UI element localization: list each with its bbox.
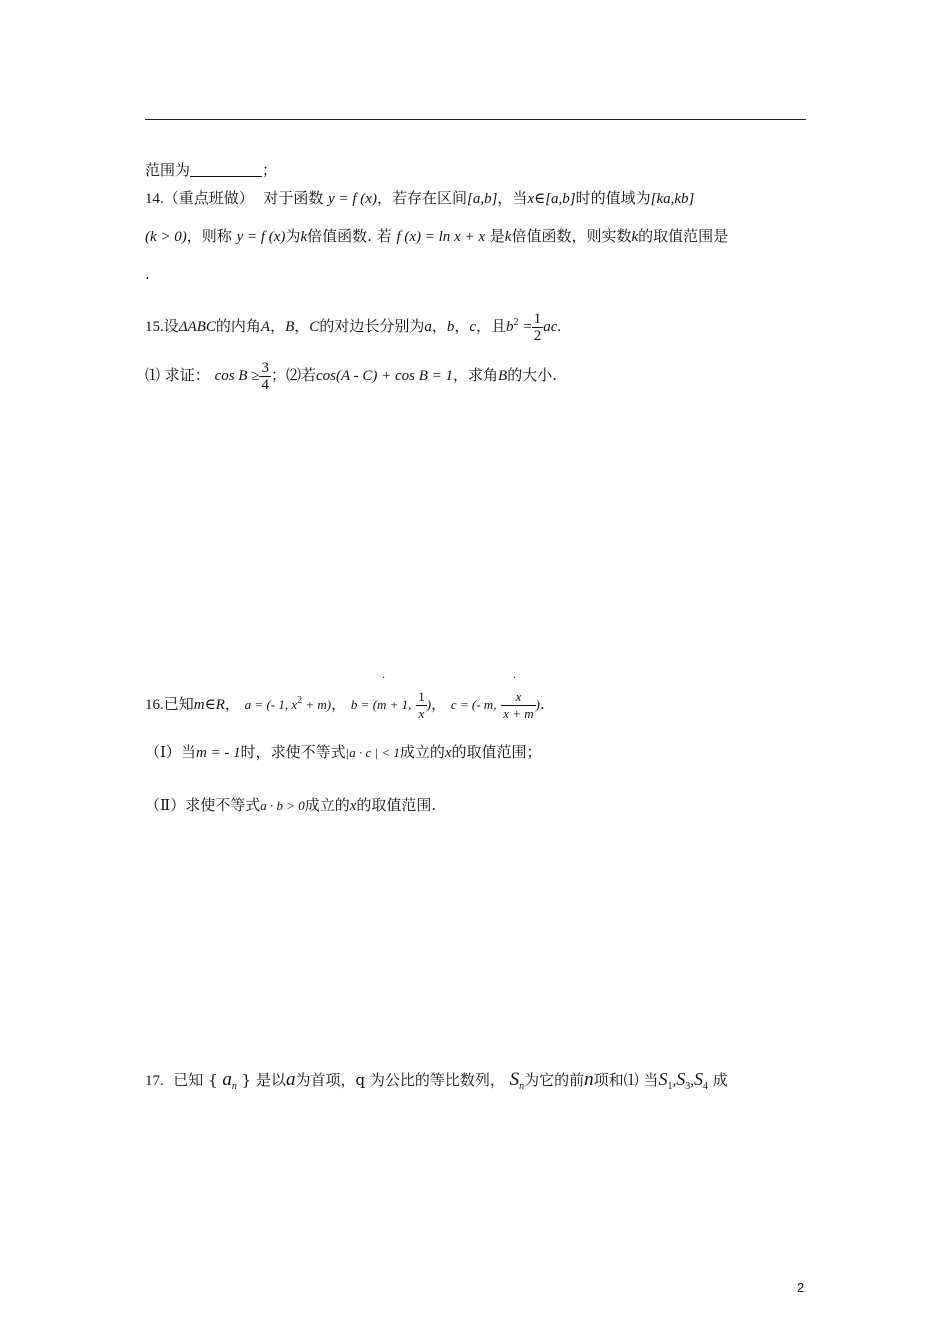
q14-formula: y = f (x) bbox=[328, 191, 377, 207]
q17-sub: 3 bbox=[685, 1081, 691, 1092]
q17-number: 17. bbox=[145, 1073, 164, 1089]
q16-text: 成立的 bbox=[304, 796, 350, 814]
vector-b: b = (m + 1, bbox=[350, 697, 412, 712]
q16-sup: 2 bbox=[297, 695, 303, 706]
page-number: 2 bbox=[797, 1280, 805, 1295]
fraction-denominator: 2 bbox=[533, 327, 542, 344]
q15-text: 的内角 bbox=[215, 317, 261, 335]
q14-text: 为 bbox=[285, 227, 301, 245]
q13-end: ； bbox=[262, 161, 278, 179]
q15-line2 bbox=[145, 357, 557, 394]
q16-text: 成立的 bbox=[399, 743, 445, 761]
q15-number: 15. bbox=[145, 319, 164, 335]
q17-var: S bbox=[658, 1069, 668, 1089]
q16-text: 已知 bbox=[163, 695, 194, 713]
answer-blank bbox=[190, 162, 262, 177]
q15-formula: b bbox=[506, 319, 514, 335]
q15-formula: cos(A - C) + cos B = 1 bbox=[315, 368, 453, 384]
q14-formula: (k > 0) bbox=[145, 229, 187, 245]
q16-formula: a · b > 0 bbox=[260, 798, 305, 813]
fraction-denominator: x bbox=[416, 705, 427, 722]
q15-formula: B bbox=[498, 368, 508, 384]
q15-sep: ， bbox=[294, 317, 310, 335]
q15-eq: = bbox=[523, 319, 532, 335]
q16-var: x bbox=[349, 798, 357, 814]
q13-tail bbox=[145, 160, 277, 180]
q16-part2 bbox=[145, 795, 436, 816]
fraction-denominator: 4 bbox=[261, 376, 269, 393]
q16-part1 bbox=[145, 742, 542, 763]
q15-var: A bbox=[260, 319, 271, 335]
q15-text: ，且 bbox=[476, 317, 507, 335]
q17-sep: , bbox=[672, 1073, 677, 1089]
q17-sub: 1 bbox=[667, 1081, 673, 1092]
q17-var: a bbox=[222, 1069, 232, 1090]
q14-text: 倍值函数. 若 bbox=[307, 227, 392, 245]
q15-var: b bbox=[446, 319, 455, 335]
q14-text: 是 bbox=[489, 227, 505, 245]
vector-dot-marker: · bbox=[382, 673, 386, 684]
q15-text: 的对边长分别为 bbox=[319, 317, 425, 335]
q16-formula: m∈R bbox=[193, 697, 225, 713]
q15-text: ；⑵若 bbox=[270, 366, 316, 384]
q15-var: a bbox=[424, 319, 432, 335]
q15-sep: ， bbox=[270, 317, 286, 335]
q14-line3 bbox=[145, 264, 150, 284]
q17-var: S bbox=[509, 1069, 520, 1090]
q16-text: 的取值范围. bbox=[356, 796, 437, 814]
q14-text: 时的值域为 bbox=[575, 189, 651, 207]
q14-line1 bbox=[145, 188, 694, 209]
q14-text: 对于函数 bbox=[263, 189, 324, 207]
q14-tag: （重点班做） bbox=[163, 189, 254, 207]
q16-line1 bbox=[145, 683, 545, 723]
q14-number: 14. bbox=[145, 191, 164, 207]
fraction bbox=[501, 689, 535, 722]
q16-formula: |a · c | < 1 bbox=[345, 745, 400, 760]
q16-sep: ， bbox=[224, 695, 240, 713]
q14-formula: [ka,kb] bbox=[650, 191, 695, 207]
q15-text: ⑴ 求证： bbox=[145, 366, 210, 384]
q16-end: . bbox=[540, 695, 545, 713]
q14-formula: k bbox=[504, 229, 512, 245]
q16-sep: ， bbox=[431, 695, 447, 713]
header-rule bbox=[145, 119, 806, 120]
q15-sup: 2 bbox=[513, 317, 519, 328]
q16-var: x bbox=[444, 745, 452, 761]
q17-text: 项和⑴ 当 bbox=[593, 1071, 659, 1089]
q15-text: ，求角 bbox=[453, 366, 499, 384]
q17-text: 成 bbox=[712, 1071, 728, 1089]
q17-sub: n bbox=[519, 1081, 525, 1092]
q17-text: 为首项，q 为公比的等比数列， bbox=[295, 1071, 505, 1089]
q15-text: 设 bbox=[163, 317, 179, 335]
q14-formula: k bbox=[631, 229, 639, 245]
q14-formula: k bbox=[300, 229, 308, 245]
fraction bbox=[416, 689, 427, 722]
vector-a: a = (- 1, x bbox=[244, 697, 298, 712]
q16-sep: ， bbox=[331, 695, 347, 713]
q17-var: n bbox=[584, 1069, 594, 1090]
q14-formula: f (x) = ln x + x bbox=[396, 229, 485, 245]
vector-b-end: ) bbox=[426, 697, 432, 712]
q16-text: （Ⅱ）求使不等式 bbox=[145, 796, 261, 814]
q14-text: ，当 bbox=[497, 189, 528, 207]
fraction-denominator: x + m bbox=[503, 705, 534, 721]
q14-end: . bbox=[145, 265, 150, 283]
q16-text: （Ⅰ）当 bbox=[145, 743, 196, 761]
vector-c-end: ) bbox=[535, 697, 541, 712]
q17-text: 为它的前 bbox=[524, 1071, 585, 1089]
fraction bbox=[259, 360, 271, 393]
q14-formula: y = f (x) bbox=[236, 229, 286, 245]
q14-text: 的取值范围是 bbox=[638, 227, 729, 245]
q15-formula: ΔABC bbox=[178, 319, 216, 335]
q15-line1 bbox=[145, 306, 561, 344]
fraction bbox=[532, 311, 544, 344]
q16-formula: m = - 1 bbox=[195, 745, 241, 761]
q15-sep: ， bbox=[454, 317, 470, 335]
q16-number: 16. bbox=[145, 697, 164, 713]
q17-var: S bbox=[693, 1069, 703, 1089]
q15-var: B bbox=[285, 319, 295, 335]
q17-sub: 4 bbox=[702, 1081, 708, 1092]
q13-text: 范围为 bbox=[145, 161, 191, 179]
q17-text: } 是以 bbox=[241, 1071, 286, 1089]
vector-dot-marker: · bbox=[513, 673, 517, 684]
fraction-numerator: 1 bbox=[418, 688, 425, 704]
q17-var: a bbox=[285, 1069, 296, 1090]
q16-text: 时，求使不等式 bbox=[240, 743, 346, 761]
fraction-numerator: 3 bbox=[261, 359, 269, 376]
vector-c: c = (- m, bbox=[450, 697, 497, 712]
q17-var: S bbox=[676, 1069, 686, 1089]
fraction-numerator: 1 bbox=[533, 310, 542, 327]
q15-formula: cos B ≥ bbox=[214, 368, 260, 384]
q14-line2 bbox=[145, 226, 728, 247]
q17-line1 bbox=[145, 1064, 728, 1102]
q15-sep: ， bbox=[431, 317, 447, 335]
q14-text: ，若存在区间 bbox=[376, 189, 467, 207]
q17-sep: , bbox=[690, 1073, 694, 1089]
q17-text: 已知 { bbox=[173, 1071, 218, 1089]
q14-formula: x∈[a,b] bbox=[527, 191, 576, 207]
q14-text: ，则称 bbox=[186, 227, 232, 245]
q15-text: 的大小. bbox=[507, 366, 557, 384]
q15-formula: ac. bbox=[543, 319, 562, 335]
q14-formula: [a,b] bbox=[466, 191, 498, 207]
q15-var: c bbox=[469, 319, 477, 335]
q14-text: 倍值函数，则实数 bbox=[511, 227, 632, 245]
vector-a-end: + m) bbox=[302, 697, 332, 712]
q16-text: 的取值范围； bbox=[451, 743, 542, 761]
fraction-numerator: x bbox=[515, 688, 522, 704]
q15-var: C bbox=[309, 319, 320, 335]
q17-sub: n bbox=[231, 1081, 237, 1092]
